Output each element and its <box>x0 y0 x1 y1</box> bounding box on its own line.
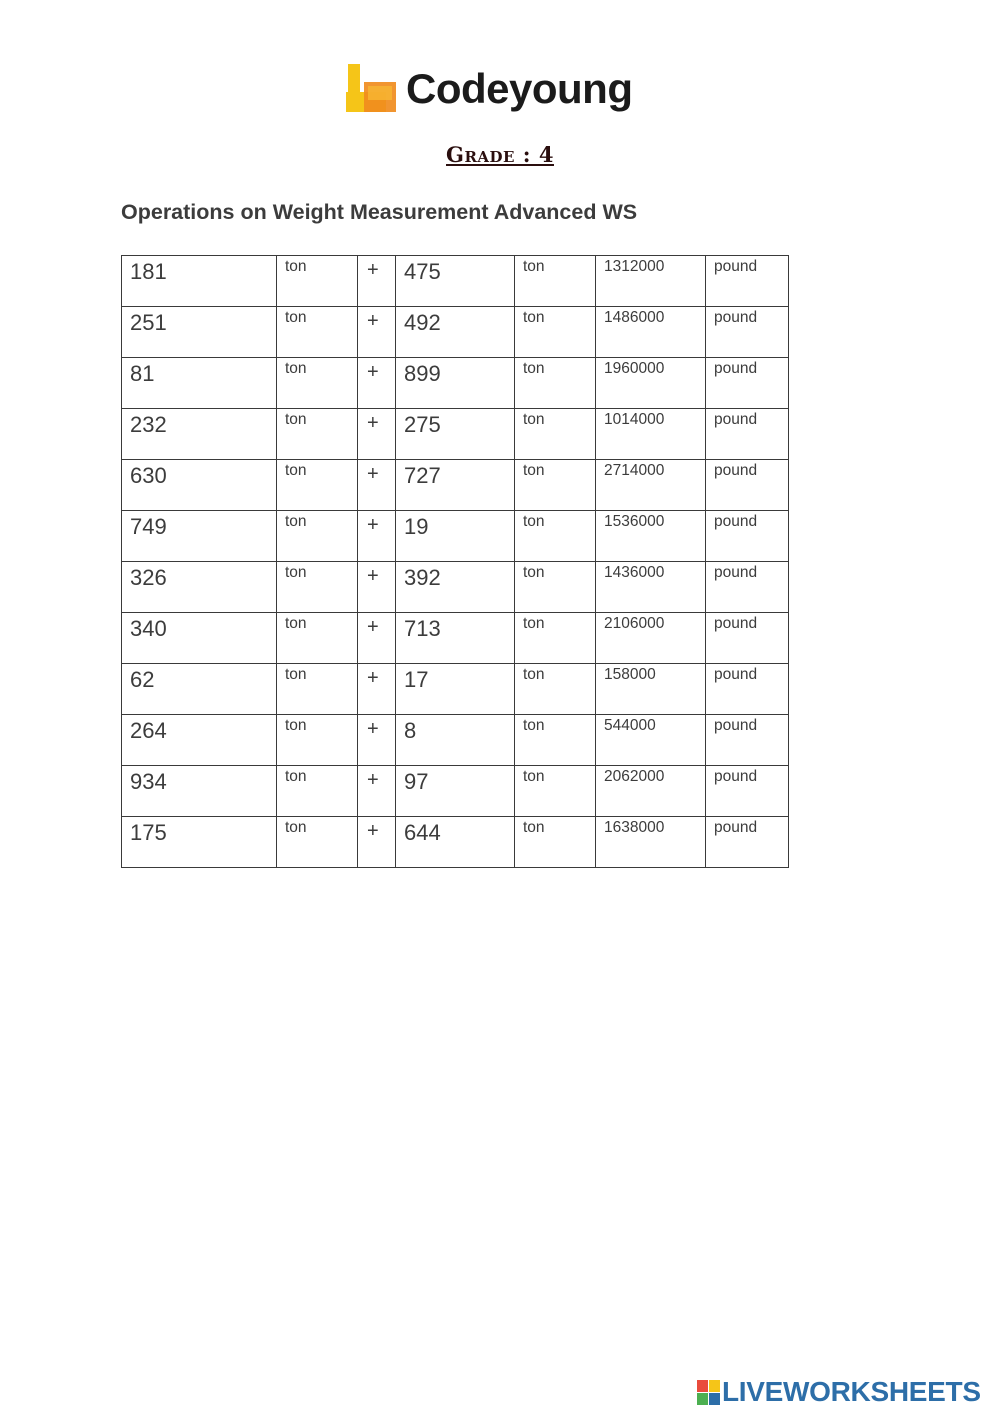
operator-cell: + <box>358 664 396 715</box>
worksheet-table <box>121 255 789 868</box>
answer-unit-cell: pound <box>706 562 789 613</box>
first-unit-cell: ton <box>277 460 358 511</box>
table-row <box>122 409 789 460</box>
answer-unit-cell: pound <box>706 613 789 664</box>
first-number-cell: 749 <box>122 511 277 562</box>
answer-unit-cell: pound <box>706 409 789 460</box>
table-row <box>122 358 789 409</box>
first-number-cell: 81 <box>122 358 277 409</box>
first-number-cell: 326 <box>122 562 277 613</box>
operator-cell: + <box>358 715 396 766</box>
first-unit-cell: ton <box>277 817 358 868</box>
first-number-cell: 175 <box>122 817 277 868</box>
table-row <box>122 715 789 766</box>
answer-unit-cell: pound <box>706 307 789 358</box>
second-number-cell: 475 <box>396 256 515 307</box>
first-unit-cell: ton <box>277 613 358 664</box>
operator-cell: + <box>358 511 396 562</box>
first-number-cell: 251 <box>122 307 277 358</box>
second-number-cell: 727 <box>396 460 515 511</box>
operator-cell: + <box>358 766 396 817</box>
second-number-cell: 392 <box>396 562 515 613</box>
second-unit-cell: ton <box>515 664 596 715</box>
second-number-cell: 492 <box>396 307 515 358</box>
footer-text: LIVEWORKSHEETS <box>722 1376 981 1407</box>
first-unit-cell: ton <box>277 511 358 562</box>
first-number-cell: 340 <box>122 613 277 664</box>
table-row <box>122 664 789 715</box>
answer-unit-cell: pound <box>706 664 789 715</box>
answer-cell[interactable]: 1638000 <box>596 817 706 868</box>
first-unit-cell: ton <box>277 562 358 613</box>
answer-unit-cell: pound <box>706 766 789 817</box>
answer-unit-cell: pound <box>706 460 789 511</box>
second-unit-cell: ton <box>515 256 596 307</box>
second-unit-cell: ton <box>515 511 596 562</box>
second-unit-cell: ton <box>515 766 596 817</box>
answer-cell[interactable]: 2106000 <box>596 613 706 664</box>
answer-cell[interactable]: 544000 <box>596 715 706 766</box>
table-row <box>122 460 789 511</box>
operator-cell: + <box>358 613 396 664</box>
operator-cell: + <box>358 460 396 511</box>
second-unit-cell: ton <box>515 358 596 409</box>
first-number-cell: 181 <box>122 256 277 307</box>
second-unit-cell: ton <box>515 613 596 664</box>
answer-unit-cell: pound <box>706 256 789 307</box>
answer-unit-cell: pound <box>706 358 789 409</box>
first-number-cell: 934 <box>122 766 277 817</box>
second-number-cell: 8 <box>396 715 515 766</box>
first-number-cell: 630 <box>122 460 277 511</box>
second-number-cell: 899 <box>396 358 515 409</box>
first-number-cell: 62 <box>122 664 277 715</box>
operator-cell: + <box>358 358 396 409</box>
answer-cell[interactable]: 1014000 <box>596 409 706 460</box>
table-row <box>122 613 789 664</box>
answer-cell[interactable]: 1536000 <box>596 511 706 562</box>
second-unit-cell: ton <box>515 715 596 766</box>
table-row <box>122 511 789 562</box>
logo-text: Codeyoung <box>406 65 633 112</box>
first-unit-cell: ton <box>277 358 358 409</box>
grade-heading: Grade : 4 <box>446 142 554 167</box>
second-number-cell: 17 <box>396 664 515 715</box>
operator-cell: + <box>358 256 396 307</box>
second-number-cell: 275 <box>396 409 515 460</box>
second-number-cell: 19 <box>396 511 515 562</box>
second-number-cell: 97 <box>396 766 515 817</box>
operator-cell: + <box>358 817 396 868</box>
table-row <box>122 766 789 817</box>
first-unit-cell: ton <box>277 256 358 307</box>
operator-cell: + <box>358 562 396 613</box>
second-unit-cell: ton <box>515 562 596 613</box>
second-unit-cell: ton <box>515 307 596 358</box>
first-unit-cell: ton <box>277 409 358 460</box>
liveworksheets-logo-icon <box>697 1380 721 1406</box>
answer-cell[interactable]: 1486000 <box>596 307 706 358</box>
first-unit-cell: ton <box>277 766 358 817</box>
first-unit-cell: ton <box>277 664 358 715</box>
table-row <box>122 256 789 307</box>
answer-cell[interactable]: 158000 <box>596 664 706 715</box>
answer-cell[interactable]: 2062000 <box>596 766 706 817</box>
operator-cell: + <box>358 409 396 460</box>
liveworksheets-footer <box>697 1376 997 1410</box>
codeyoung-logo <box>344 60 664 124</box>
answer-cell[interactable]: 1436000 <box>596 562 706 613</box>
answer-cell[interactable]: 1960000 <box>596 358 706 409</box>
second-unit-cell: ton <box>515 409 596 460</box>
worksheet-title: Operations on Weight Measurement Advanced WS <box>121 200 638 224</box>
table-row <box>122 817 789 868</box>
second-unit-cell: ton <box>515 817 596 868</box>
first-unit-cell: ton <box>277 307 358 358</box>
first-number-cell: 264 <box>122 715 277 766</box>
answer-cell[interactable]: 1312000 <box>596 256 706 307</box>
second-unit-cell: ton <box>515 460 596 511</box>
table-row <box>122 307 789 358</box>
first-unit-cell: ton <box>277 715 358 766</box>
answer-unit-cell: pound <box>706 715 789 766</box>
table-row <box>122 562 789 613</box>
first-number-cell: 232 <box>122 409 277 460</box>
answer-cell[interactable]: 2714000 <box>596 460 706 511</box>
operator-cell: + <box>358 307 396 358</box>
answer-unit-cell: pound <box>706 511 789 562</box>
second-number-cell: 644 <box>396 817 515 868</box>
answer-unit-cell: pound <box>706 817 789 868</box>
codeyoung-logo-icon <box>344 60 400 116</box>
second-number-cell: 713 <box>396 613 515 664</box>
